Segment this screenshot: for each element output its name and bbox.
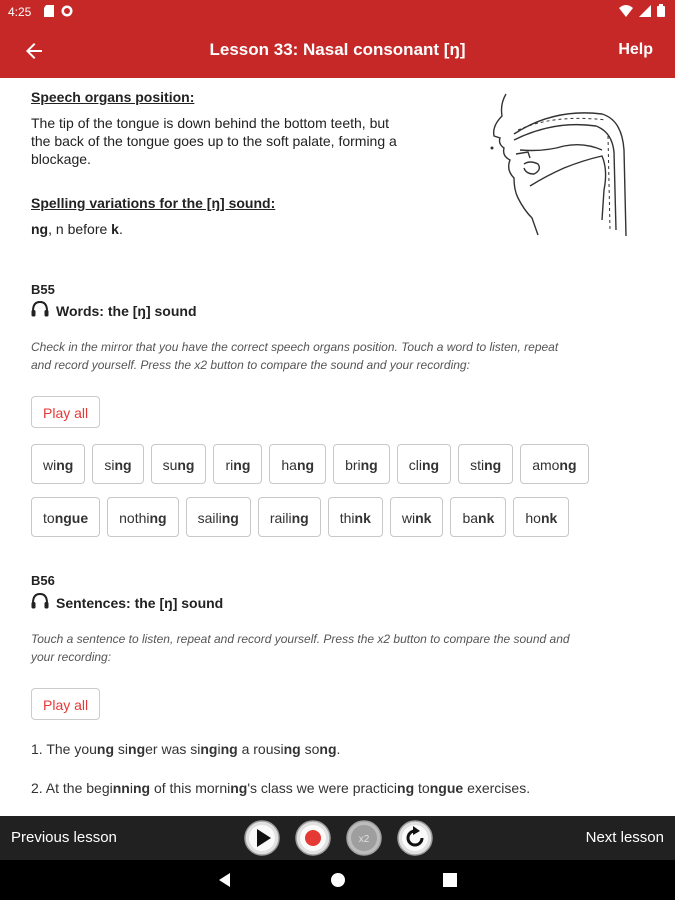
words-section-title <box>31 301 197 320</box>
word-button[interactable] <box>328 497 383 537</box>
status-bar <box>0 0 675 24</box>
sentence-sound-part: ng <box>230 780 248 796</box>
sentence-part: exercises. <box>463 780 531 796</box>
word-sound-part: ng <box>233 457 251 473</box>
sentence-sound-part: ng <box>200 741 218 757</box>
word-part: thi <box>339 510 355 526</box>
word-button[interactable] <box>213 444 262 484</box>
bottom-control-bar <box>0 816 675 860</box>
word-part: cli <box>408 457 422 473</box>
headphones-icon <box>31 593 49 612</box>
sentence-part: 's class we were practici <box>247 780 398 796</box>
section-code-b56: B56 <box>31 573 55 588</box>
sentence-part: so <box>300 741 320 757</box>
play-icon[interactable] <box>244 820 280 856</box>
word-button[interactable] <box>513 497 569 537</box>
nav-home-icon[interactable] <box>328 870 348 890</box>
status-right <box>619 4 665 20</box>
word-part: ba <box>462 510 479 526</box>
words-title-text: Words: the [ŋ] sound <box>56 302 197 319</box>
replay-icon[interactable] <box>397 820 433 856</box>
word-row-1 <box>31 444 589 484</box>
sentence-part: of this morni <box>150 780 231 796</box>
sentence-part: a rousi <box>237 741 284 757</box>
word-button[interactable] <box>333 444 390 484</box>
previous-lesson-button[interactable]: Previous lesson <box>11 829 117 846</box>
word-sound-part: nk <box>540 510 558 526</box>
word-part: raili <box>269 510 292 526</box>
organs-text-line-1: The tip of the tongue is down behind the bottom teeth, but <box>31 115 390 131</box>
next-lesson-button[interactable]: Next lesson <box>585 829 664 846</box>
word-row-2 <box>31 497 569 537</box>
sentence-sound-part: nn <box>112 780 130 796</box>
sentence-sound-part: ng <box>397 780 415 796</box>
word-button[interactable] <box>107 497 178 537</box>
sentence-sound-part: ng <box>319 741 337 757</box>
sentence-sound-part: ng <box>132 780 151 796</box>
sentence-sound-part: ng <box>283 741 301 757</box>
headphones-icon <box>31 301 49 320</box>
word-part: wi <box>43 457 57 473</box>
organs-text-line-3: blockage. <box>31 151 91 167</box>
word-button[interactable] <box>269 444 326 484</box>
organs-text-line-2: the back of the tongue goes up to the soft palate, forming a <box>31 133 397 149</box>
signal-icon <box>639 5 651 20</box>
word-part: ha <box>281 457 297 473</box>
sentences-instruction-line-2: your recording: <box>31 650 112 664</box>
organs-heading: Speech organs position: <box>31 89 195 105</box>
spelling-n-before: , n before <box>48 221 112 237</box>
word-part: sti <box>470 457 485 473</box>
sentence-part: 2. At the begi <box>31 780 113 796</box>
word-sound-part: ng <box>149 510 167 526</box>
x2-label: x2 <box>358 834 370 845</box>
word-part: ho <box>525 510 541 526</box>
sentence-part: . <box>336 741 341 757</box>
sentence-part: i <box>217 741 221 757</box>
word-sound-part: nk <box>354 510 371 526</box>
lesson-content[interactable] <box>0 78 675 816</box>
word-button[interactable] <box>520 444 588 484</box>
word-button[interactable] <box>397 444 451 484</box>
sentences-section-title <box>31 593 223 612</box>
sentence-1[interactable] <box>31 741 340 757</box>
word-button[interactable] <box>258 497 321 537</box>
sentence-sound-part: ng <box>96 741 115 757</box>
nav-back-icon[interactable] <box>215 870 235 890</box>
word-button[interactable] <box>151 444 207 484</box>
word-sound-part: ng <box>360 457 378 473</box>
words-instruction-line-2: and record yourself. Press the x2 button to compare the sound and your recording: <box>31 358 470 372</box>
speech-organs-diagram <box>484 90 644 238</box>
spelling-ng: ng <box>31 221 49 237</box>
word-part: nothi <box>119 510 150 526</box>
record-icon[interactable] <box>295 820 331 856</box>
app-notification-icon <box>61 5 73 17</box>
word-button[interactable] <box>450 497 506 537</box>
sd-card-icon <box>44 5 54 17</box>
section-code-b55: B55 <box>31 282 55 297</box>
nav-recents-icon[interactable] <box>440 870 460 890</box>
play-all-sentences-button[interactable]: Play all <box>31 688 100 720</box>
word-part: saili <box>197 510 222 526</box>
word-button[interactable] <box>92 444 143 484</box>
word-sound-part: ng <box>559 457 577 473</box>
spelling-k: k <box>111 221 119 237</box>
status-time: 4:25 <box>8 5 32 19</box>
wifi-icon <box>619 5 633 20</box>
sentence-sound-part: ng <box>220 741 238 757</box>
word-sound-part: nk <box>478 510 495 526</box>
sentence-part: si <box>114 741 129 757</box>
word-part: ri <box>225 457 234 473</box>
word-part: su <box>162 457 178 473</box>
word-button[interactable] <box>31 444 85 484</box>
word-sound-part: ng <box>296 457 315 473</box>
word-button[interactable] <box>458 444 513 484</box>
word-sound-part: ng <box>177 457 195 473</box>
word-part: to <box>43 510 55 526</box>
word-button[interactable] <box>31 497 100 537</box>
spelling-variations <box>31 220 123 238</box>
spelling-heading: Spelling variations for the [ŋ] sound: <box>31 195 276 211</box>
help-button[interactable]: Help <box>618 41 653 58</box>
play-all-words-button[interactable]: Play all <box>31 396 100 428</box>
word-sound-part: ng <box>291 510 309 526</box>
sentences-title-text: Sentences: the [ŋ] sound <box>56 594 224 611</box>
app-bar <box>0 24 675 78</box>
sentence-part: to <box>414 780 430 796</box>
sentence-part: 1. The you <box>31 741 97 757</box>
word-sound-part: ng <box>484 457 502 473</box>
word-sound-part: ng <box>421 457 440 473</box>
spelling-period: . <box>118 221 123 237</box>
sentence-2[interactable] <box>31 780 530 796</box>
compare-x2-icon[interactable] <box>346 820 382 856</box>
word-part: wi <box>401 510 416 526</box>
word-sound-part: nk <box>415 510 432 526</box>
word-button[interactable] <box>186 497 251 537</box>
sentence-part: er was si <box>145 741 201 757</box>
sentence-sound-part: ng <box>128 741 146 757</box>
word-part: bri <box>345 457 361 473</box>
word-button[interactable] <box>390 497 444 537</box>
page-title: Lesson 33: Nasal consonant [ŋ] <box>209 40 466 59</box>
word-sound-part: ng <box>56 457 74 473</box>
system-navigation-bar <box>0 860 675 900</box>
battery-icon <box>657 4 665 20</box>
word-sound-part: ng <box>114 457 132 473</box>
sentence-part: i <box>129 780 133 796</box>
words-instruction-line-1: Check in the mirror that you have the correct speech organs position. Touch a word to listen, repeat <box>31 340 559 354</box>
word-part: amo <box>532 457 560 473</box>
sentences-instruction-line-1: Touch a sentence to listen, repeat and record yourself. Press the x2 button to compare the sound and <box>31 632 570 646</box>
word-sound-part: ngue <box>54 510 89 526</box>
sentence-sound-part: ngue <box>429 780 464 796</box>
word-sound-part: ng <box>221 510 239 526</box>
word-part: si <box>104 457 115 473</box>
